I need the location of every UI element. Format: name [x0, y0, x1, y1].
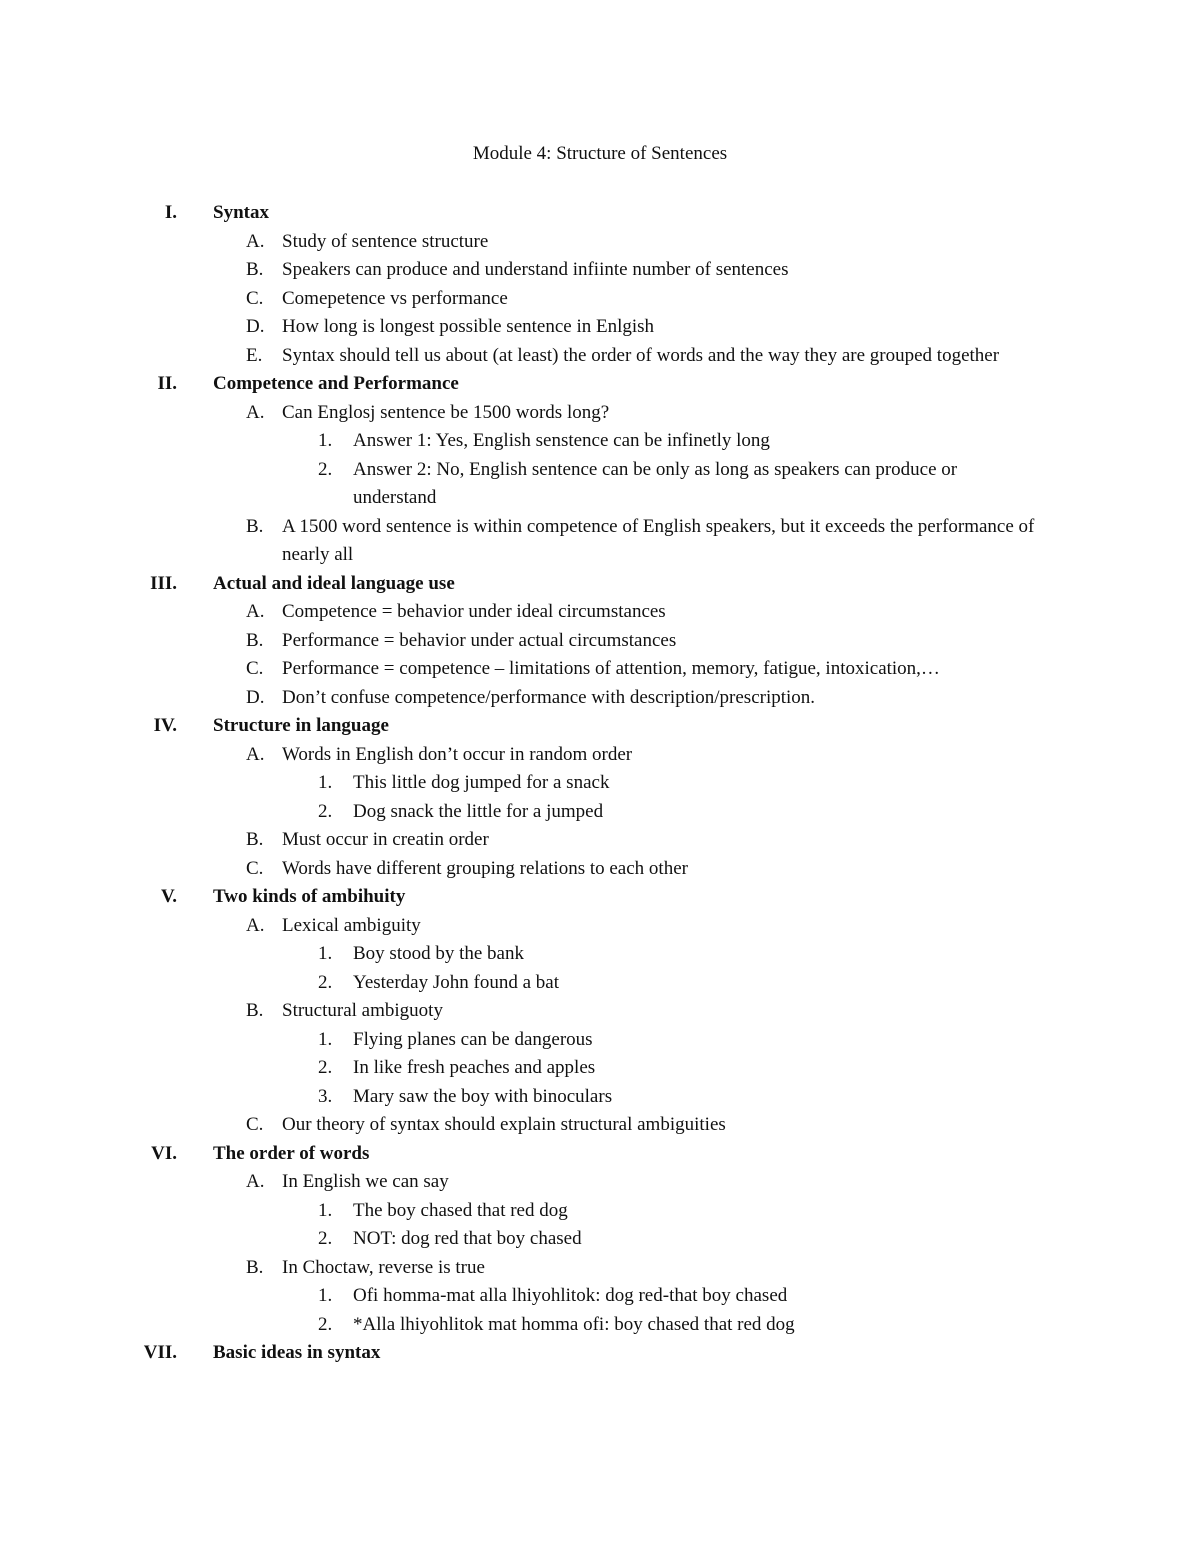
section-numeral: I. — [164, 202, 177, 223]
item-label: B. — [246, 629, 264, 651]
outline-subitem — [0, 1311, 1043, 1340]
outline — [0, 199, 1200, 1368]
item-label: A. — [246, 230, 265, 252]
item-text: How long is longest possible sentence in Enlgish — [282, 316, 655, 337]
item-label: D. — [246, 316, 265, 337]
section-heading: Actual and ideal language use — [213, 572, 455, 594]
subitem-label: 2. — [318, 458, 333, 480]
item-label: B. — [246, 1000, 264, 1021]
subitem-text: Answer 1: Yes, English senstence can be infinetly long — [353, 430, 770, 451]
outline-section — [0, 570, 1200, 713]
section-heading: Syntax — [213, 202, 269, 223]
item-label: A. — [246, 601, 265, 622]
item-label: A. — [246, 401, 265, 423]
subitem-text: In like fresh peaches and apples — [353, 1057, 596, 1078]
outline-subitem — [0, 1282, 1043, 1311]
section-heading: Basic ideas in syntax — [213, 1342, 381, 1363]
outline-item — [0, 228, 1042, 257]
subitem-text: Dog snack the little for a jumped — [353, 800, 604, 822]
item-label: B. — [246, 829, 264, 850]
item-text: In Choctaw, reverse is true — [282, 1256, 485, 1278]
item-text: Speakers can produce and understand infiinte number of sentences — [282, 259, 789, 280]
outline-subitem — [0, 969, 1043, 998]
item-text: Structural ambiguoty — [282, 1000, 443, 1021]
item-text: Lexical ambiguity — [282, 914, 421, 936]
outline-item — [0, 1168, 1042, 1197]
section-numeral: VII. — [143, 1342, 177, 1363]
outline-subitem — [0, 1054, 1043, 1083]
outline-item — [0, 684, 1042, 713]
subitem-label: 2. — [318, 1057, 333, 1078]
item-label: B. — [246, 515, 264, 537]
subitem-label: 1. — [318, 430, 333, 451]
item-text: In English we can say — [282, 1171, 449, 1192]
outline-section — [0, 883, 1200, 1140]
outline-item — [0, 912, 1042, 941]
section-heading: Two kinds of ambihuity — [213, 886, 406, 907]
item-label: E. — [246, 344, 263, 366]
item-label: C. — [246, 857, 264, 879]
item-text: Our theory of syntax should explain structural ambiguities — [282, 1114, 726, 1135]
subitem-label: 1. — [318, 1028, 333, 1050]
section-numeral: V. — [160, 886, 177, 907]
subitem-label: 1. — [318, 772, 333, 793]
section-numeral: IV. — [153, 715, 177, 736]
outline-subitem — [0, 1225, 1043, 1254]
subitem-text: Flying planes can be dangerous — [353, 1028, 593, 1050]
subitem-label: 3. — [318, 1085, 333, 1107]
outline-item — [0, 855, 1042, 884]
item-text: Syntax should tell us about (at least) the order of words and the way they are grouped together — [282, 344, 1000, 366]
outline-section — [0, 199, 1200, 370]
subitem-text: Answer 2: No, English sentence can be only as long as speakers can produce or understand — [353, 458, 958, 508]
subitem-label: 1. — [318, 1199, 333, 1221]
item-text: Words in English don’t occur in random order — [282, 743, 633, 765]
item-text: Performance = behavior under actual circumstances — [282, 629, 677, 651]
subitem-text: Ofi homma-mat alla lhiyohlitok: dog red-that boy chased — [353, 1285, 788, 1306]
item-label: D. — [246, 686, 265, 708]
outline-item — [0, 997, 1042, 1026]
outline-subitem — [0, 940, 1043, 969]
outline-subitem — [0, 798, 1043, 827]
item-text: Must occur in creatin order — [282, 829, 489, 850]
outline-item — [0, 256, 1042, 285]
outline-item — [0, 342, 1042, 371]
section-heading-row — [0, 883, 1200, 912]
item-label: C. — [246, 1114, 264, 1135]
section-numeral: VI. — [151, 1142, 177, 1164]
outline-section — [0, 1140, 1200, 1340]
item-label: A. — [246, 914, 265, 936]
outline-item — [0, 513, 1042, 570]
section-heading-row — [0, 199, 1200, 228]
outline-item — [0, 1111, 1042, 1140]
subitem-label: 2. — [318, 971, 333, 993]
subitem-text: NOT: dog red that boy chased — [353, 1228, 582, 1249]
item-text: Don’t confuse competence/performance with description/prescription. — [282, 686, 816, 708]
item-label: C. — [246, 287, 264, 309]
outline-subitem — [0, 1083, 1043, 1112]
item-label: B. — [246, 1256, 264, 1278]
section-numeral: III. — [150, 572, 177, 594]
outline-subitem — [0, 456, 1043, 513]
section-heading: The order of words — [213, 1142, 370, 1164]
section-numeral: II. — [157, 373, 177, 394]
item-text: Comepetence vs performance — [282, 287, 508, 309]
section-heading: Competence and Performance — [213, 373, 459, 394]
item-text: Performance = competence – limitations of attention, memory, fatigue, intoxication,… — [282, 658, 940, 679]
outline-subitem — [0, 1026, 1043, 1055]
subitem-label: 1. — [318, 943, 333, 964]
outline-subitem — [0, 769, 1043, 798]
subitem-text: Boy stood by the bank — [353, 943, 524, 964]
section-heading-row — [0, 1140, 1200, 1169]
outline-section — [0, 370, 1200, 570]
item-label: A. — [246, 1171, 265, 1192]
outline-item — [0, 1254, 1042, 1283]
outline-item — [0, 285, 1042, 314]
subitem-label: 2. — [318, 1228, 333, 1249]
outline-item — [0, 313, 1042, 342]
subitem-text: Yesterday John found a bat — [353, 971, 559, 993]
item-text: A 1500 word sentence is within competence of English speakers, but it exceeds the performance of nearly all — [282, 515, 1035, 565]
item-text: Can Englosj sentence be 1500 words long? — [282, 401, 610, 423]
outline-item — [0, 627, 1042, 656]
section-heading-row — [0, 1339, 1200, 1368]
document-title: Module 4: Structure of Sentences — [472, 143, 728, 164]
outline-item — [0, 741, 1042, 770]
item-label: B. — [246, 259, 264, 280]
item-text: Competence = behavior under ideal circumstances — [282, 601, 666, 622]
subitem-text: This little dog jumped for a snack — [353, 772, 610, 793]
outline-item — [0, 655, 1042, 684]
item-text: Study of sentence structure — [282, 230, 489, 252]
outline-section — [0, 1339, 1200, 1368]
subitem-text: Mary saw the boy with binoculars — [353, 1085, 613, 1107]
section-heading-row — [0, 570, 1200, 599]
outline-item — [0, 399, 1042, 428]
section-heading-row — [0, 370, 1200, 399]
outline-item — [0, 826, 1042, 855]
subitem-label: 1. — [318, 1285, 333, 1306]
outline-subitem — [0, 1197, 1043, 1226]
section-heading: Structure in language — [213, 715, 389, 736]
subitem-text: *Alla lhiyohlitok mat homma ofi: boy chased that red dog — [353, 1313, 795, 1335]
section-heading-row — [0, 712, 1200, 741]
item-label: C. — [246, 658, 264, 679]
outline-item — [0, 598, 1042, 627]
outline-section — [0, 712, 1200, 883]
item-label: A. — [246, 743, 265, 765]
outline-subitem — [0, 427, 1043, 456]
subitem-label: 2. — [318, 1313, 333, 1335]
subitem-label: 2. — [318, 800, 333, 822]
subitem-text: The boy chased that red dog — [353, 1199, 568, 1221]
item-text: Words have different grouping relations to each other — [282, 857, 688, 879]
